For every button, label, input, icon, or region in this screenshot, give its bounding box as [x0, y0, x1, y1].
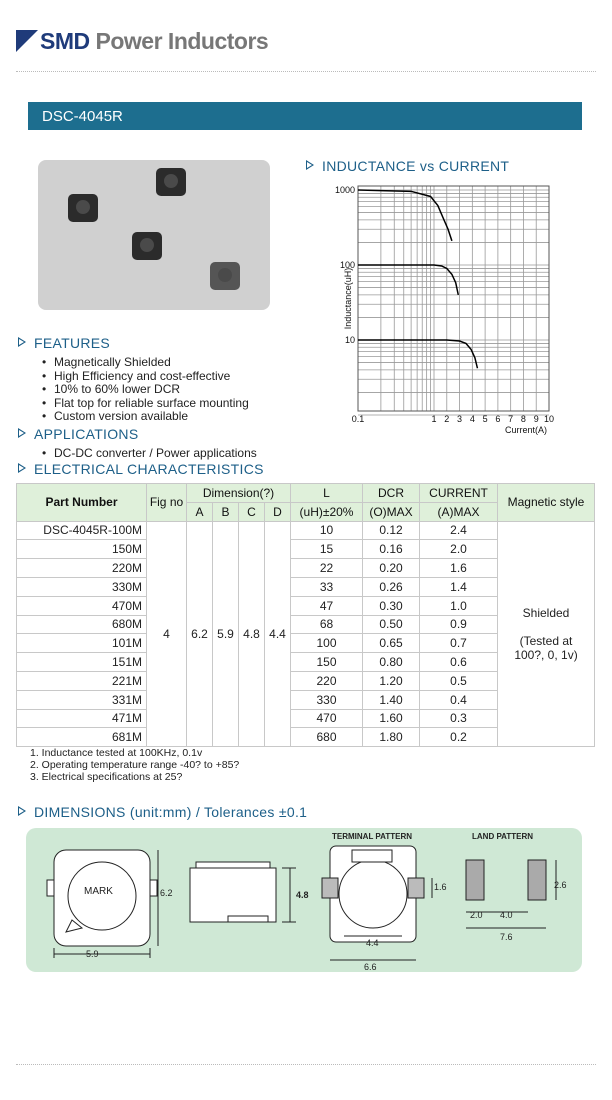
cell-current: 0.7 — [420, 634, 498, 653]
cell-current: 1.0 — [420, 596, 498, 615]
cell-dim-b: 5.9 — [213, 521, 239, 747]
th-part-number: Part Number — [17, 484, 147, 522]
cell-part: 471M — [17, 709, 147, 728]
feature-item: • Flat top for reliable surface mounting — [40, 397, 249, 411]
cell-l: 22 — [291, 559, 363, 578]
cell-part: 330M — [17, 577, 147, 596]
x-tick-label: 8 — [520, 414, 526, 424]
cell-dcr: 1.20 — [363, 671, 420, 690]
dim-thickness: 4.8 — [296, 890, 309, 900]
cell-magnetic — [498, 521, 595, 747]
note-item: 2. Operating temperature range -40? to +85? — [30, 759, 240, 771]
section-inductance: INDUCTANCE vs CURRENT — [306, 158, 509, 174]
cell-dim-c: 4.8 — [239, 521, 265, 747]
x-axis-label: Current(A) — [504, 425, 547, 435]
section-dimensions: DIMENSIONS (unit:mm) / Tolerances ±0.1 — [18, 804, 307, 820]
cell-l: 150 — [291, 653, 363, 672]
cell-dcr: 0.26 — [363, 577, 420, 596]
cell-l: 470 — [291, 709, 363, 728]
divider — [16, 1064, 596, 1065]
cell-l: 47 — [291, 596, 363, 615]
cell-part: 680M — [17, 615, 147, 634]
features-list — [40, 356, 249, 424]
title-rest: Power Inductors — [95, 28, 269, 54]
x-tick-label: 5 — [482, 414, 488, 424]
cell-current: 0.4 — [420, 690, 498, 709]
cell-l: 220 — [291, 671, 363, 690]
th-dcr: DCR — [363, 484, 420, 503]
cell-dcr: 0.20 — [363, 559, 420, 578]
model-banner — [28, 102, 582, 130]
cell-dim-a: 6.2 — [187, 521, 213, 747]
tp-inner: 4.4 — [366, 938, 379, 948]
cell-l: 33 — [291, 577, 363, 596]
x-tick-label: 0.1 — [351, 414, 365, 424]
cell-dcr: 0.30 — [363, 596, 420, 615]
inductor-image — [68, 194, 98, 222]
notes — [30, 747, 239, 783]
feature-item: • High Efficiency and cost-effective — [40, 370, 249, 384]
application-item: • DC-DC converter / Power applications — [40, 447, 257, 461]
header-triangle-icon — [16, 30, 38, 52]
tp-pad: 1.6 — [434, 882, 447, 892]
th-b: B — [213, 502, 239, 521]
magnetic-note: (Tested at 100?, 0, 1v) — [514, 633, 578, 662]
th-a: A — [187, 502, 213, 521]
cell-current: 1.4 — [420, 577, 498, 596]
model-name: DSC-4045R — [42, 108, 123, 125]
cell-l: 15 — [291, 540, 363, 559]
th-dcr-unit: (O)MAX — [363, 502, 420, 521]
cell-current: 1.6 — [420, 559, 498, 578]
cell-part: 331M — [17, 690, 147, 709]
section-electrical: ELECTRICAL CHARACTERISTICS — [18, 461, 264, 477]
y-tick-label: 1000 — [334, 185, 355, 195]
feature-item: • Custom version available — [40, 410, 249, 424]
magnetic-style: Shielded — [522, 605, 570, 620]
divider — [16, 71, 596, 72]
cell-dcr: 1.60 — [363, 709, 420, 728]
cell-part: 681M — [17, 728, 147, 747]
section-arrow-icon — [18, 806, 26, 816]
dimensions-drawing — [26, 828, 582, 972]
x-tick-label: 9 — [533, 414, 539, 424]
cell-current: 0.5 — [420, 671, 498, 690]
section-features: FEATURES — [18, 335, 110, 351]
cell-l: 330 — [291, 690, 363, 709]
y-tick-label: 100 — [339, 260, 355, 270]
cell-part: 470M — [17, 596, 147, 615]
cell-part: 220M — [17, 559, 147, 578]
th-fig-no: Fig no — [147, 484, 187, 522]
cell-fig-no: 4 — [147, 521, 187, 747]
section-applications: APPLICATIONS — [18, 426, 138, 442]
x-tick-label: 2 — [444, 414, 450, 424]
dim-width: 5.9 — [86, 949, 99, 959]
x-tick-label: 3 — [457, 414, 463, 424]
th-dimension: Dimension(?) — [187, 484, 291, 503]
th-l-unit: (uH)±20% — [291, 502, 363, 521]
page-title — [40, 28, 268, 55]
cell-dcr: 1.80 — [363, 728, 420, 747]
lp-total: 7.6 — [500, 932, 513, 942]
inductor-image — [156, 168, 186, 196]
cell-dcr: 0.12 — [363, 521, 420, 540]
y-axis-label: Inductance(uH) — [343, 267, 353, 330]
th-current-unit: (A)MAX — [420, 502, 498, 521]
applications-list — [40, 447, 257, 461]
th-c: C — [239, 502, 265, 521]
cell-dcr: 0.65 — [363, 634, 420, 653]
th-current: CURRENT — [420, 484, 498, 503]
cell-current: 2.0 — [420, 540, 498, 559]
cell-current: 0.6 — [420, 653, 498, 672]
table-row — [17, 521, 595, 540]
cell-dim-d: 4.4 — [265, 521, 291, 747]
note-item: 1. Inductance tested at 100KHz, 0.1v — [30, 747, 203, 759]
cell-current: 0.2 — [420, 728, 498, 747]
x-tick-label: 1 — [431, 414, 437, 424]
x-tick-label: 6 — [495, 414, 501, 424]
x-tick-label: 7 — [508, 414, 514, 424]
cell-l: 100 — [291, 634, 363, 653]
dimensions-svg — [26, 828, 582, 972]
series-line — [358, 265, 458, 295]
th-magnetic: Magnetic style — [498, 484, 595, 522]
cell-part: 221M — [17, 671, 147, 690]
cell-current: 0.9 — [420, 615, 498, 634]
cell-dcr: 0.16 — [363, 540, 420, 559]
cell-part: 101M — [17, 634, 147, 653]
feature-item: • 10% to 60% lower DCR — [40, 383, 249, 397]
y-tick-label: 10 — [344, 335, 355, 345]
note-item: 3. Electrical specifications at 25? — [30, 771, 183, 783]
cell-dcr: 0.80 — [363, 653, 420, 672]
inductance-chart — [334, 180, 600, 450]
cell-dcr: 1.40 — [363, 690, 420, 709]
cell-current: 2.4 — [420, 521, 498, 540]
inductor-image — [210, 262, 240, 290]
section-arrow-icon — [18, 428, 26, 438]
cell-current: 0.3 — [420, 709, 498, 728]
cell-part: DSC-4045R-100M — [17, 521, 147, 540]
lp-height: 2.6 — [554, 880, 567, 890]
th-l: L — [291, 484, 363, 503]
cell-l: 68 — [291, 615, 363, 634]
cell-part: 151M — [17, 653, 147, 672]
section-arrow-icon — [18, 337, 26, 347]
feature-item: • Magnetically Shielded — [40, 356, 249, 370]
page-header — [16, 26, 596, 70]
th-d: D — [265, 502, 291, 521]
electrical-table — [16, 483, 595, 747]
x-tick-label: 4 — [469, 414, 475, 424]
cell-l: 680 — [291, 728, 363, 747]
tp-outer: 6.6 — [364, 962, 377, 972]
dim-height: 6.2 — [160, 888, 173, 898]
terminal-pattern-label: TERMINAL PATTERN — [332, 832, 412, 841]
inductor-image — [132, 232, 162, 260]
cell-part: 150M — [17, 540, 147, 559]
lp-pad: 2.0 — [470, 910, 483, 920]
cell-dcr: 0.50 — [363, 615, 420, 634]
product-photo — [38, 160, 270, 310]
title-smd: SMD — [40, 28, 90, 54]
section-arrow-icon — [306, 160, 314, 170]
x-tick-label: 10 — [543, 414, 555, 424]
land-pattern-label: LAND PATTERN — [472, 832, 534, 841]
lp-gap: 4.0 — [500, 910, 513, 920]
section-arrow-icon — [18, 463, 26, 473]
mark-label: MARK — [84, 886, 113, 897]
cell-l: 10 — [291, 521, 363, 540]
